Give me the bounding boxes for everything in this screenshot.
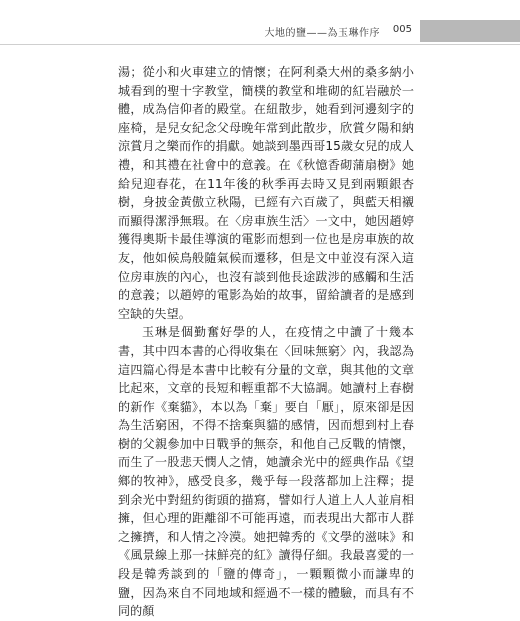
running-header — [0, 22, 520, 45]
running-header-title: 大地的鹽——為玉琳作序 — [264, 28, 380, 39]
paragraph-2: 玉琳是個勤奮好學的人，在疫情之中讀了十幾本書，其中四本書的心得收集在〈回味無窮〉內，我認為這四篇心得是本書中比較有分量的文章，與其他的文章比起來，文章的長短和輕重都不大協調。她讀村上春樹的新作《棄貓》，本以為「棄」要自「厭」，原來卻是因為生活窮困，不得不捨棄與貓的感情，因而想到村上春樹的父親參加中日戰爭的無奈，和他自己反戰的情懷，而生了一股悲天憫人之情，她讀余光中的經典作品《望鄉的牧神》，感受良多，幾乎每一段落都加上注釋；提到余光中對紐約街頭的描寫，譬如行人道上人人並肩相擁，但心理的距離卻不可能再遠，而表現出大都市人群之擁擠，和人情之冷漠。她把韓秀的《文學的滋味》和《風景線上那一抹鮮亮的紅》讀得仔細。我最喜愛的一段是韓秀談到的「鹽的傳奇」，一顆顆微小而謙卑的鹽，因為來自不同地域和經過不一樣的體驗，而具有不同的顏 — [118, 325, 414, 619]
header-gray-bar — [420, 20, 520, 42]
body-text — [118, 63, 414, 621]
page-number: 005 — [392, 24, 412, 35]
paragraph-1: 湯；從小和火車建立的情懷；在阿利桑大州的桑多納小城看到的聖十字教堂，簡樸的教堂和堆砌的紅岩融於一體，成為信仰者的殿堂。在紐散步，她看到河邊刻字的座椅，是兒女紀念父母晚年常到此散步，欣賞夕陽和納涼賞月之樂而作的捐獻。她談到墨西哥15歲女兒的成人禮，和其禮在社會中的意義。在《秋憶香砌蒲扇樹》她給兒迎春花，在11年後的秋季再去時又見到兩顆銀杏樹，身披金黃傲立秋陽，已經有六百歲了，與藍天相襯而顯得潔淨無瑕。在〈房車族生活〉一文中，她因趙婷獲得奧斯卡最佳導演的電影而想到一位也是房車族的故友，他如候鳥般隨氣候而遷移，但是文中並沒有深入這位房車族的內心，也沒有談到他長途跋涉的感觸和生活的意義；以趙婷的電影為始的故事，留給讀者的是感到空缺的失望。 — [118, 65, 414, 321]
